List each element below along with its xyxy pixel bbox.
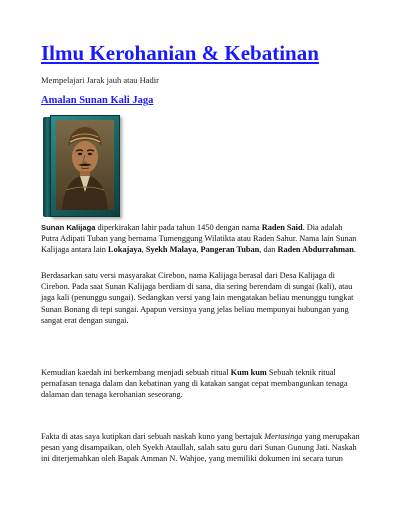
book-cover-portrait-icon — [43, 115, 119, 217]
text-span: , — [196, 245, 201, 255]
post-paragraph-4 — [41, 431, 361, 465]
bold-term: Kum kum — [230, 368, 267, 377]
post-paragraph-3 — [41, 367, 361, 401]
portrait-photo — [56, 120, 114, 210]
site-description: Mempelajari Jarak jauh atau Hadir — [41, 75, 160, 85]
site-title-link[interactable]: Ilmu Kerohanian & Kebatinan — [41, 41, 319, 65]
italic-term: Mertasinga — [264, 432, 303, 441]
bold-term: Lokajaya — [108, 245, 142, 255]
bold-term: Syekh Malaya — [145, 245, 197, 255]
post-paragraph-1 — [41, 222, 361, 256]
text-span: Sebuah teknik ritual pernafasan tenaga dalam dan kebatinan yang di katakan sangat cepat membangunkan tenaga dalaman dan tenaga kerohanian seseorang. — [41, 368, 348, 400]
post-paragraph-2: Berdasarkan satu versi masyarakat Cirebon, nama Kalijaga berasal dari Desa Kalijaga di Cirebon. Pada saat Sunan Kalijaga berdiam di sana, dia sering berendam di sungai (kali), atau jaga kali (penunggu sungai). Sedangkan versi yang lain mengatakan beliau menunggu tungkat Sunan Bonang di tepi sungai. Apapun versinya yang jelas beliau mempunyai hubungan yang sangat erat dengan sungai. — [41, 271, 354, 325]
text-span: . — [353, 245, 356, 255]
text-span: yang merupakan pesan yang disampaikan, oleh Syekh Ataullah, salah satu guru dari Sunan Gunung Jati. Naskah ini diterjemahkan oleh Bapak Amman N. Wahjoe, yang memiliki dokumen ini secara turun — [41, 432, 360, 464]
bold-term: Pangeran Tuban — [200, 245, 260, 255]
bold-lead: Sunan Kalijaga — [41, 223, 96, 232]
text-span: , — [141, 245, 146, 255]
post-title-link[interactable]: Amalan Sunan Kali Jaga — [41, 95, 154, 106]
text-span: Kemudian kaedah ini berkembang menjadi sebuah ritual — [41, 368, 231, 377]
book-cover — [50, 115, 120, 217]
text-span: , dan — [259, 245, 278, 255]
bold-term: Raden Abdurrahman — [277, 245, 354, 255]
text-span: Fakta di atas saya kutipkan dari sebuah naskah kuno yang bertajuk — [41, 432, 265, 441]
bold-term: Raden Said — [261, 223, 303, 232]
text-span: diperkirakan lahir pada tahun 1450 dengan nama — [95, 223, 262, 232]
text-span: . Dia adalah Putra Adipati Tuban yang bernama Tumenggung Wilatikta atau Raden Sahur. Nama lain Sunan Kalijaga antara lain — [41, 223, 357, 255]
